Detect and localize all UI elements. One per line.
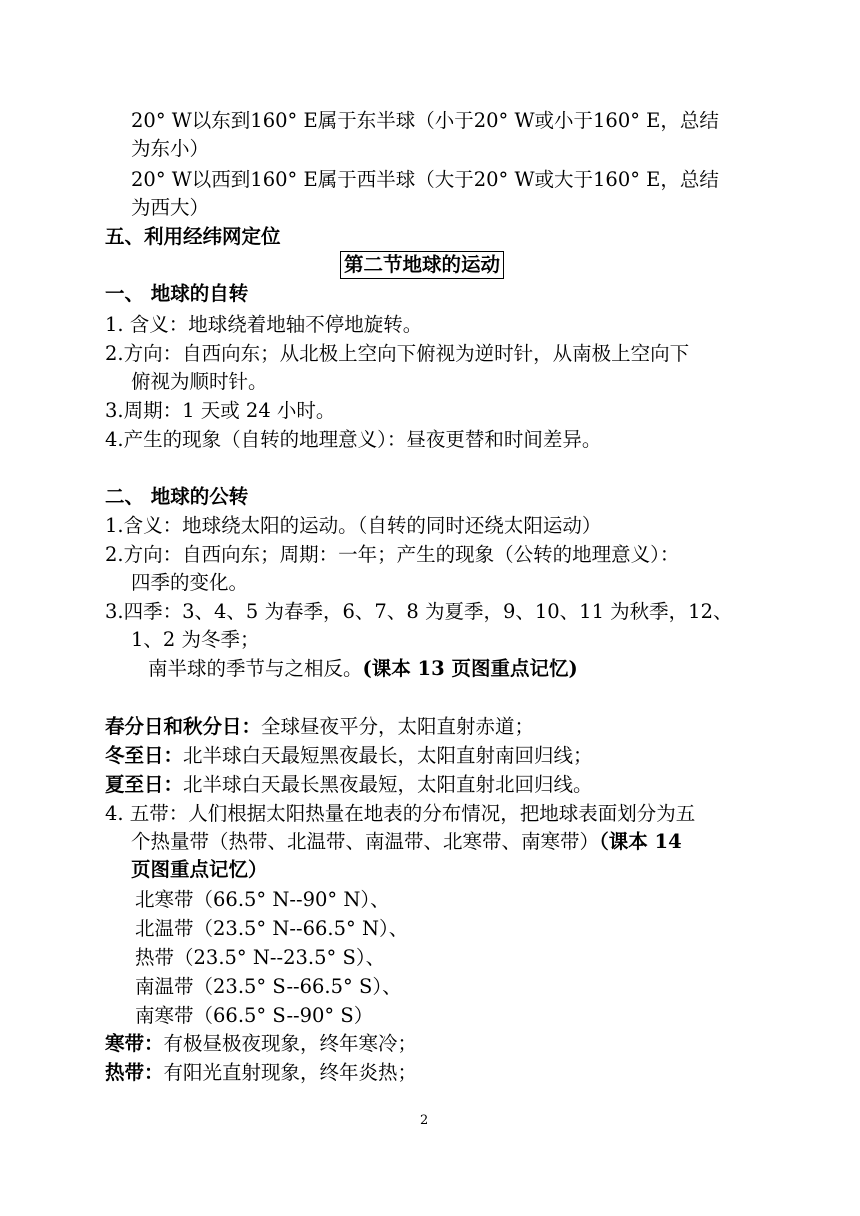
section-title: 第二节地球的运动 — [340, 251, 504, 279]
heading-locate-by-grid: 五、利用经纬网定位 — [105, 225, 281, 248]
zone-list-item: 北寒带（66.5° N--90° N）、 — [135, 888, 390, 911]
cold-zone-line — [105, 1031, 417, 1057]
rotation-item-2-line-1: 2.方向：自西向东；从北极上空向下俯视为逆时针，从南极上空向下 — [105, 342, 690, 365]
revolution-item-1: 1.含义：地球绕太阳的运动。（自转的同时还绕太阳运动） — [105, 514, 602, 537]
tropical-zone-line — [105, 1060, 417, 1086]
zone-list-item: 南寒带（66.5° S--90° S） — [135, 1004, 374, 1027]
east-hemisphere-line-1: 20° W以东到160° E属于东半球（小于20° W或小于160° E，总结 — [131, 109, 719, 132]
equinox-text: 全球昼夜平分，太阳直射赤道； — [261, 715, 535, 738]
zones-item-4-line-3: 页图重点记忆） — [131, 858, 268, 881]
rotation-item-1: 1. 含义：地球绕着地轴不停地旋转。 — [105, 313, 423, 336]
rotation-heading: 一、 地球的自转 — [105, 282, 249, 305]
rotation-item-4: 4.产生的现象（自转的地理意义）：昼夜更替和时间差异。 — [105, 428, 602, 451]
zones-item-4-line-1: 4. 五带：人们根据太阳热量在地表的分布情况，把地球表面划分为五 — [105, 802, 696, 825]
revolution-item-3-line-2: 1、2 为冬季； — [131, 628, 260, 651]
winter-solstice-label: 冬至日： — [105, 744, 184, 767]
zone-list-item: 北温带（23.5° N--66.5° N）、 — [135, 917, 409, 940]
cold-zone-label: 寒带： — [105, 1032, 164, 1055]
textbook-note-13: (课本 13 页图重点记忆) — [362, 657, 578, 680]
zones-item-4-line-2 — [131, 829, 682, 855]
tropical-zone-text: 有阳光直射现象，终年炎热； — [163, 1061, 418, 1084]
southern-hemisphere-text: 南半球的季节与之相反。 — [148, 657, 363, 680]
zone-list-item: 热带（23.5° N--23.5° S）、 — [135, 946, 386, 969]
winter-solstice-line — [105, 743, 593, 769]
rotation-item-3: 3.周期：1 天或 24 小时。 — [105, 399, 336, 422]
east-hemisphere-line-2: 为东小） — [131, 137, 210, 160]
zone-list-item: 南温带（23.5° S--66.5° S）、 — [135, 975, 402, 998]
southern-hemisphere-line — [148, 656, 578, 682]
revolution-item-2-line-2: 四季的变化。 — [131, 571, 249, 594]
cold-zone-text: 有极昼极夜现象，终年寒冷； — [163, 1032, 418, 1055]
west-hemisphere-line-1: 20° W以西到160° E属于西半球（大于20° W或大于160° E，总结 — [131, 168, 719, 191]
winter-solstice-text: 北半球白天最短黑夜最长，太阳直射南回归线； — [183, 744, 593, 767]
zones-item-4-text: 个热量带（热带、北温带、南温带、北寒带、南寒带） — [131, 830, 600, 853]
revolution-heading: 二、 地球的公转 — [105, 485, 249, 508]
revolution-item-3-line-1: 3.四季：3、4、5 为春季，6、7、8 为夏季，9、10、11 为秋季，12、 — [105, 600, 733, 623]
summer-solstice-line — [105, 772, 593, 798]
summer-solstice-label: 夏至日： — [105, 773, 184, 796]
rotation-item-2-line-2: 俯视为顺时针。 — [131, 370, 268, 393]
tropical-zone-label: 热带： — [105, 1061, 164, 1084]
page-number: 2 — [420, 1113, 429, 1128]
revolution-item-2-line-1: 2.方向：自西向东；周期：一年；产生的现象（公转的地理意义）： — [105, 543, 680, 566]
summer-solstice-text: 北半球白天最长黑夜最短，太阳直射北回归线。 — [183, 773, 593, 796]
equinox-label: 春分日和秋分日： — [105, 715, 262, 738]
textbook-note-14: （课本 14 — [599, 830, 682, 853]
equinox-line — [105, 714, 534, 740]
west-hemisphere-line-2: 为西大） — [131, 196, 210, 219]
